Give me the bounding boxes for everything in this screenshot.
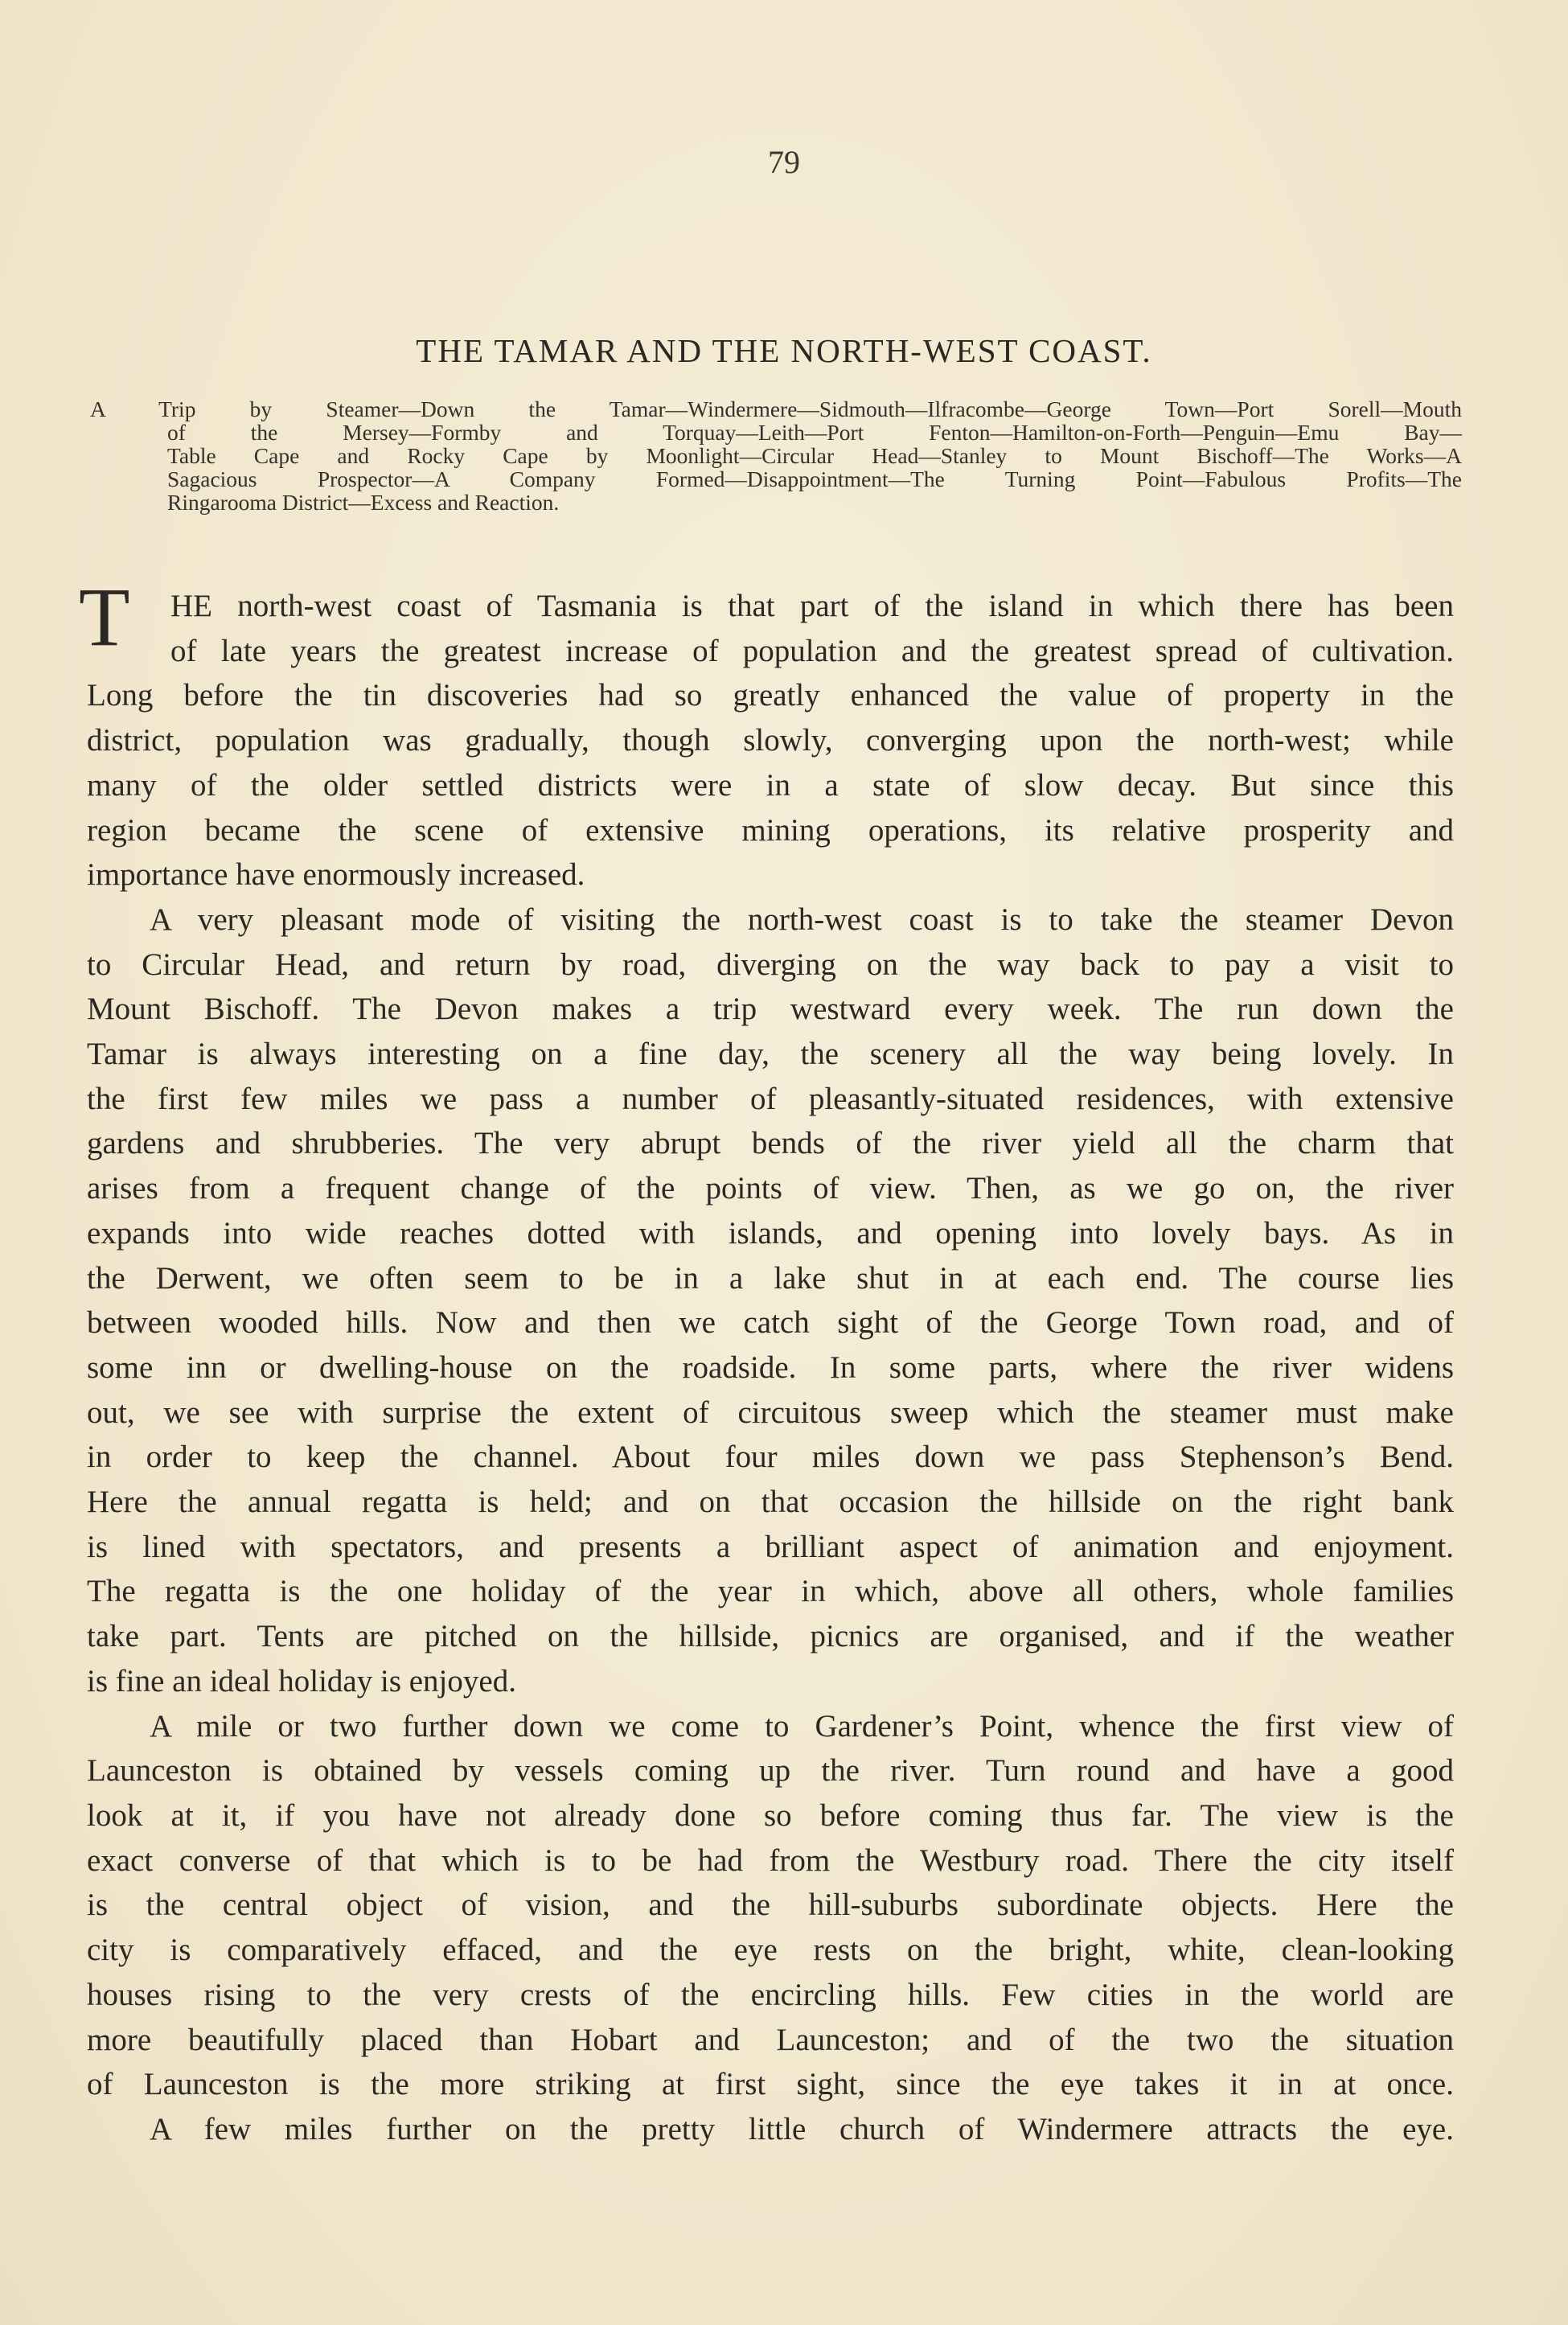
text-line: Launceston is obtained by vessels coming up the river. Turn round and have a good (87, 1753, 1454, 1789)
text-line: more beautifully placed than Hobart and Launceston; and of the two the situation (87, 2022, 1454, 2057)
text-line: is fine an ideal holiday is enjoyed. (87, 1663, 516, 1699)
text-line: exact converse of that which is to be had from the Westbury road. There the city itself (87, 1842, 1454, 1878)
text-line: the first few miles we pass a number of pleasantly-situated residences, with extensive (87, 1081, 1454, 1116)
text-line: region became the scene of extensive mining operations, its relative prosperity and (87, 812, 1454, 848)
summary-line: of the Mersey—Formby and Torquay—Leith—Port Fenton—Hamilton-on-Forth—Penguin—Emu Bay— (167, 420, 1462, 445)
text-line: Mount Bischoff. The Devon makes a trip westward every week. The run down the (87, 992, 1454, 1027)
text-line: of Launceston is the more striking at first sight, since the eye takes it in at once. (87, 2067, 1454, 2102)
text-line: of late years the greatest increase of population and the greatest spread of cultivation. (170, 633, 1454, 668)
text-line: houses rising to the very crests of the encircling hills. Few cities in the world are (87, 1977, 1454, 2012)
text-line: gardens and shrubberies. The very abrupt bends of the river yield all the charm that (87, 1126, 1454, 1161)
text-line: A mile or two further down we come to Gardener’s Point, whence the first view of (150, 1708, 1454, 1744)
text-line: HE north-west coast of Tasmania is that part of the island in which there has been (170, 589, 1454, 623)
page-number: 79 (768, 144, 800, 180)
text-line: district, population was gradually, though slowly, converging upon the north-west; while (87, 723, 1454, 758)
text-line: look at it, if you have not already done so before coming thus far. The view is the (87, 1797, 1454, 1833)
text-line: to Circular Head, and return by road, diverging on the way back to pay a visit to (87, 947, 1454, 982)
text-line: between wooded hills. Now and then we catch sight of the George Town road, and of (87, 1305, 1454, 1341)
text-line: many of the older settled districts were in a state of slow decay. But since this (87, 767, 1454, 803)
text-line: is the central object of vision, and the hill-suburbs subordinate objects. Here the (87, 1888, 1454, 1923)
summary-line: A Trip by Steamer—Down the Tamar—Windermere—Sidmouth—Ilfracombe—George Town—Port Sorell—Mouth (90, 396, 1462, 421)
text-line: Here the annual regatta is held; and on that occasion the hillside on the right bank (87, 1485, 1454, 1520)
text-line: importance have enormously increased. (87, 857, 585, 893)
text-line: out, we see with surprise the extent of circuitous sweep which the steamer must make (87, 1395, 1454, 1430)
summary-line: Sagacious Prospector—A Company Formed—Disappointment—The Turning Point—Fabulous Profits—The (167, 466, 1462, 491)
text-line: arises from a frequent change of the points of view. Then, as we go on, the river (87, 1171, 1454, 1206)
summary-line: Table Cape and Rocky Cape by Moonlight—Circular Head—Stanley to Mount Bischoff—The Works—A (167, 443, 1462, 468)
text-line: A few miles further on the pretty little church of Windermere attracts the eye. (150, 2111, 1454, 2146)
paragraph-3 (87, 1704, 1454, 2107)
text-line: is lined with spectators, and presents a brilliant aspect of animation and enjoyment. (87, 1529, 1454, 1564)
paragraph-1 (79, 571, 1454, 898)
text-line: in order to keep the channel. About four miles down we pass Stephenson’s Bend. (87, 1440, 1454, 1475)
text-line: expands into wide reaches dotted with islands, and opening into lovely bays. As in (87, 1215, 1454, 1251)
text-line: A very pleasant mode of visiting the north-west coast is to take the steamer Devon (150, 902, 1454, 937)
chapter-title: THE TAMAR AND THE NORTH-WEST COAST. (416, 332, 1152, 369)
drop-cap: T (79, 571, 130, 663)
chapter-summary (90, 397, 1462, 514)
text-line: take part. Tents are pitched on the hillside, picnics are organised, and if the weather (87, 1619, 1454, 1654)
paragraph-2 (87, 898, 1454, 1704)
summary-line: Ringarooma District—Excess and Reaction. (167, 490, 560, 515)
paragraph-4 (87, 2107, 1454, 2152)
text-line: Long before the tin discoveries had so greatly enhanced the value of property in the (87, 678, 1454, 713)
text-line: city is comparatively effaced, and the eye rests on the bright, white, clean-looking (87, 1933, 1454, 1968)
text-line: The regatta is the one holiday of the year in which, above all others, whole families (87, 1574, 1454, 1609)
text-line: some inn or dwelling-house on the roadside. In some parts, where the river widens (87, 1349, 1454, 1385)
text-line: the Derwent, we often seem to be in a lake shut in at each end. The course lies (87, 1260, 1454, 1296)
body-text (79, 571, 1454, 2152)
text-line: Tamar is always interesting on a fine day, the scenery all the way being lovely. In (87, 1037, 1454, 1072)
